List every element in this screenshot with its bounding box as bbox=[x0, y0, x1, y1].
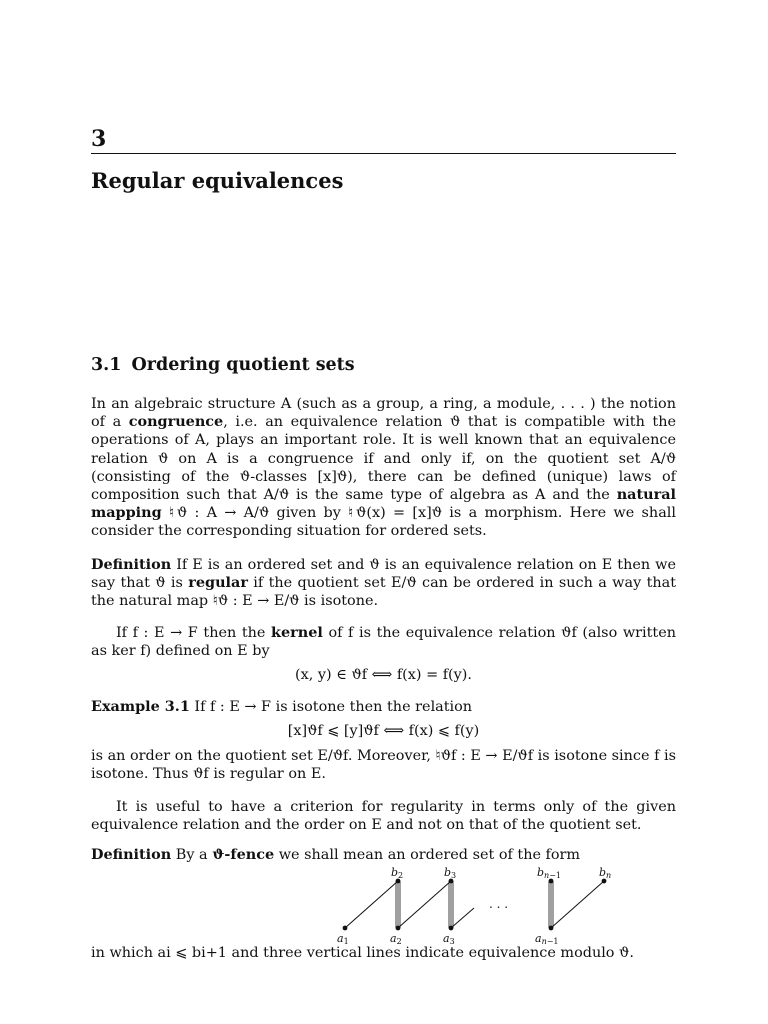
intro-text-c: ♮ϑ : A → A/ϑ given by ♮ϑ(x) = [x]ϑ is a morphism. Here we shall consider the corresponding situation for ordered sets. bbox=[91, 505, 676, 540]
fence-edge bbox=[551, 881, 604, 928]
label-b2: b2 bbox=[391, 866, 404, 880]
example-text: If f : E → F is isotone then the relation bbox=[189, 699, 473, 715]
example-conclusion: is an order on the quotient set E/ϑf. Moreover, ♮ϑf : E → E/ϑf is isotone since f is isotone. Thus ϑf is regular on E. bbox=[91, 748, 676, 783]
label-b3: b3 bbox=[444, 866, 457, 880]
label-a1: a1 bbox=[337, 932, 349, 946]
section-number: 3.1 bbox=[91, 355, 122, 375]
fence-edge bbox=[398, 881, 451, 928]
chapter-title: Regular equivalences bbox=[91, 168, 344, 193]
section-title: Ordering quotient sets bbox=[131, 355, 355, 375]
fence-ellipsis: . . . bbox=[489, 897, 509, 911]
label-a2: a2 bbox=[390, 932, 402, 946]
term-natural-mapping: natural mapping bbox=[91, 486, 676, 522]
example-label: Example 3.1 bbox=[91, 698, 190, 715]
kernel-paragraph bbox=[91, 624, 676, 660]
intro-text-a: In an algebraic structure A (such as a group, a ring, a module, . . . ) the notion of a bbox=[91, 396, 676, 431]
definition-label: Definition bbox=[91, 556, 172, 573]
term-fence: ϑ-fence bbox=[212, 846, 275, 863]
term-kernel: kernel bbox=[271, 624, 323, 641]
def2-text-b: we shall mean an ordered set of the form bbox=[274, 847, 581, 863]
def1-text-b: if the quotient set E/ϑ can be ordered in such a way that the natural map ♮ϑ : E → E/ϑ is isotone. bbox=[91, 575, 676, 610]
definition-regular bbox=[91, 556, 676, 611]
example-heading bbox=[91, 698, 676, 716]
label-bn-1: bn−1 bbox=[537, 866, 561, 880]
chapter-number: 3 bbox=[91, 126, 107, 152]
label-a3: a3 bbox=[443, 932, 455, 946]
fence-diagram bbox=[331, 866, 631, 946]
fence-edge bbox=[345, 881, 398, 928]
intro-paragraph bbox=[91, 395, 676, 541]
criterion-paragraph: It is useful to have a criterion for regularity in terms only of the given equivalence relation and the order on E and not on that of the quotient set. bbox=[91, 799, 676, 834]
label-bn: bn bbox=[599, 866, 612, 880]
definition-fence bbox=[91, 846, 676, 864]
term-regular: regular bbox=[188, 574, 248, 592]
fence-points bbox=[343, 879, 607, 931]
kernel-text-a: If f : E → F then the bbox=[116, 625, 272, 641]
chapter-rule bbox=[91, 153, 676, 154]
label-an-1: an−1 bbox=[535, 932, 559, 946]
equivalence-lines bbox=[396, 881, 553, 928]
section-heading bbox=[91, 355, 359, 375]
order-equation: [x]ϑf ⩽ [y]ϑf ⟺ f(x) ⩽ f(y) bbox=[287, 723, 480, 739]
def1-text-a: If E is an ordered set and ϑ is an equivalence relation on E then we say that ϑ is bbox=[91, 557, 676, 592]
kernel-text-b: of f is the equivalence relation ϑf (also written as ker f) defined on E by bbox=[91, 625, 676, 660]
term-congruence: congruence bbox=[128, 413, 224, 431]
def2-text-a: By a bbox=[171, 847, 213, 863]
intro-text-b: , i.e. an equivalence relation ϑ that is compatible with the operations of A, plays an important role. It is well known that an equivalence relation ϑ on A is a congruence if and only if, on the quotient set A/ϑ (consisting of the ϑ-classes [x]ϑ), there can be defined (unique) laws of composition such that A/ϑ is the same type of algebra as A and the bbox=[91, 414, 676, 504]
definition-label-2: Definition bbox=[91, 846, 172, 863]
fence-edge bbox=[451, 908, 474, 928]
kernel-equation: (x, y) ∈ ϑf ⟺ f(x) = f(y). bbox=[295, 667, 472, 683]
closing-sentence: in which ai ⩽ bi+1 and three vertical lines indicate equivalence modulo ϑ. bbox=[91, 945, 634, 961]
